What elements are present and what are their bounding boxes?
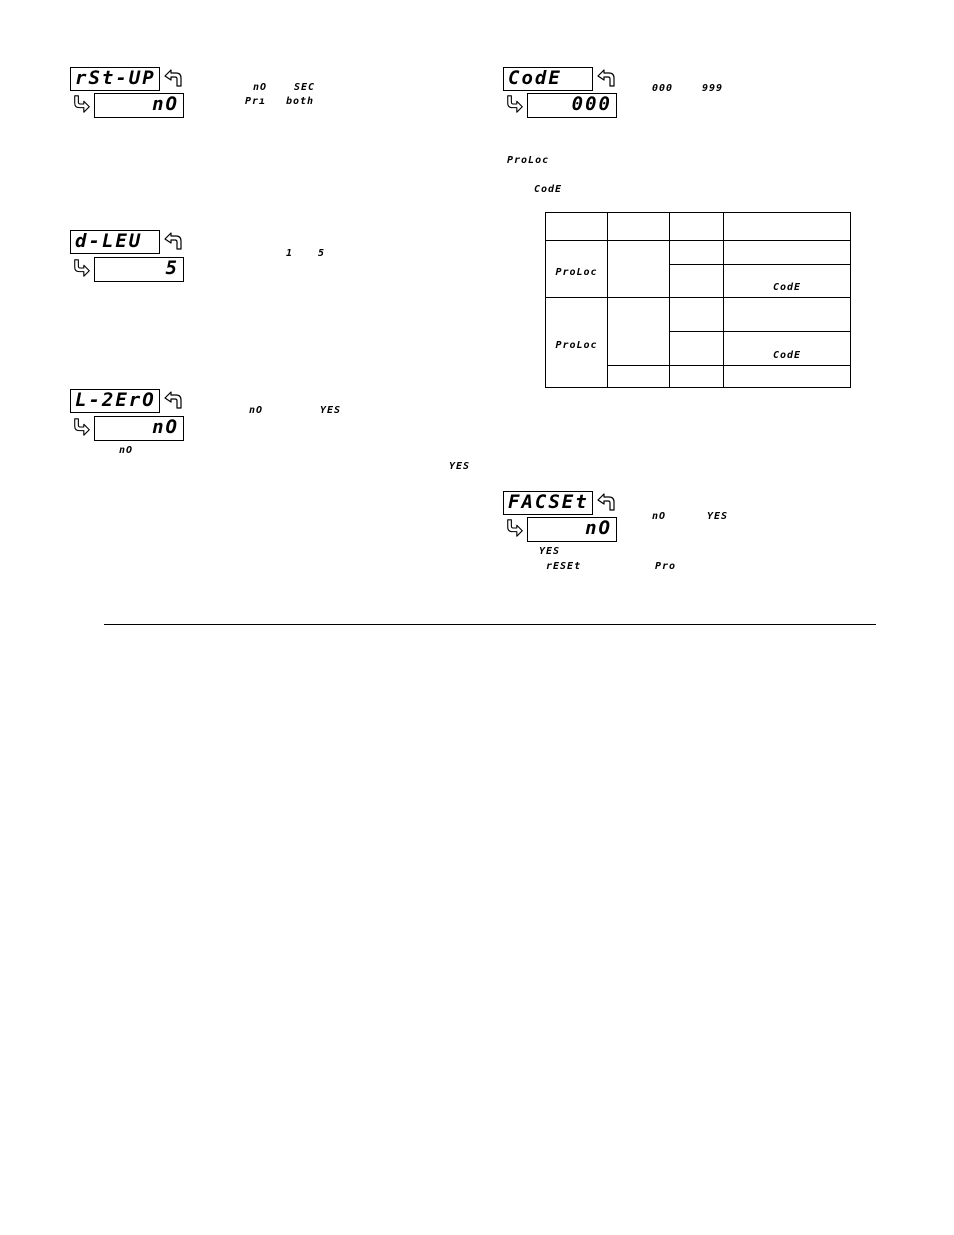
table-cell — [670, 366, 724, 388]
table-cell — [608, 298, 670, 366]
up-return-arrow-icon — [596, 492, 616, 512]
table-header-cell — [546, 213, 608, 241]
up-return-arrow-icon — [163, 390, 183, 410]
up-return-arrow-icon — [596, 68, 616, 88]
l-zero-note-yes: YES — [449, 461, 471, 472]
down-return-arrow-icon — [505, 518, 525, 538]
rst-up-option-no: nO — [253, 82, 268, 93]
table-cell — [670, 332, 724, 366]
d-lev-option-max: 5 — [318, 248, 326, 259]
l-zero-note-no: nO — [119, 445, 134, 456]
lcd-code-bottom: 000 — [527, 93, 617, 118]
table-cell-proloc-1 — [546, 241, 608, 298]
facset-option-yes: YES — [707, 511, 729, 522]
d-lev-option-min: 1 — [286, 248, 294, 259]
facset-option-no: nO — [652, 511, 667, 522]
l-zero-option-yes: YES — [320, 405, 342, 416]
code-label: CodE — [772, 350, 802, 361]
down-return-arrow-icon — [72, 258, 92, 278]
table-header-cell — [670, 213, 724, 241]
code-label: CodE — [772, 282, 802, 293]
table-header-cell — [724, 213, 851, 241]
up-return-arrow-icon — [163, 231, 183, 251]
facset-note-pro: Pro — [655, 561, 677, 572]
lcd-facset-bottom: nO — [527, 517, 617, 542]
lcd-rst-up-top: rSt-UP — [70, 67, 160, 91]
down-return-arrow-icon — [72, 94, 92, 114]
code-option-min: 000 — [652, 83, 674, 94]
code-ref-proloc: ProLoc — [507, 155, 550, 166]
table-cell — [608, 241, 670, 298]
table-cell — [670, 298, 724, 332]
table-cell — [724, 366, 851, 388]
proloc-label: ProLoc — [555, 266, 598, 278]
down-return-arrow-icon — [72, 417, 92, 437]
rst-up-option-sec: SEC — [294, 82, 316, 93]
down-return-arrow-icon — [505, 94, 525, 114]
rst-up-option-pri: Prı — [245, 96, 267, 107]
table-cell — [724, 241, 851, 265]
table-cell — [608, 366, 670, 388]
code-ref-code: CodE — [534, 184, 563, 195]
facset-note-yes: YES — [539, 546, 561, 557]
l-zero-option-no: nO — [249, 405, 264, 416]
table-cell-proloc-2 — [546, 298, 608, 388]
facset-note-reset: rESEt — [546, 561, 582, 572]
program-lock-table — [545, 212, 851, 388]
table-cell — [670, 241, 724, 265]
code-option-max: 999 — [702, 83, 724, 94]
lcd-d-lev-top: d-LEU — [70, 230, 160, 254]
lcd-code-top: CodE — [503, 67, 593, 91]
proloc-label: ProLoc — [555, 340, 598, 351]
lcd-l-zero-top: L-2ErO — [70, 389, 160, 413]
table-cell-code-1 — [724, 265, 851, 298]
table-cell-code-2 — [724, 332, 851, 366]
table-cell — [670, 265, 724, 298]
rst-up-option-both: both — [286, 96, 315, 107]
table-header-cell — [608, 213, 670, 241]
lcd-rst-up-bottom: nO — [94, 93, 184, 118]
lcd-facset-top: FACSEt — [503, 491, 593, 515]
table-cell — [724, 298, 851, 332]
up-return-arrow-icon — [163, 68, 183, 88]
section-divider — [104, 624, 876, 625]
lcd-l-zero-bottom: nO — [94, 416, 184, 441]
lcd-d-lev-bottom: 5 — [94, 257, 184, 282]
